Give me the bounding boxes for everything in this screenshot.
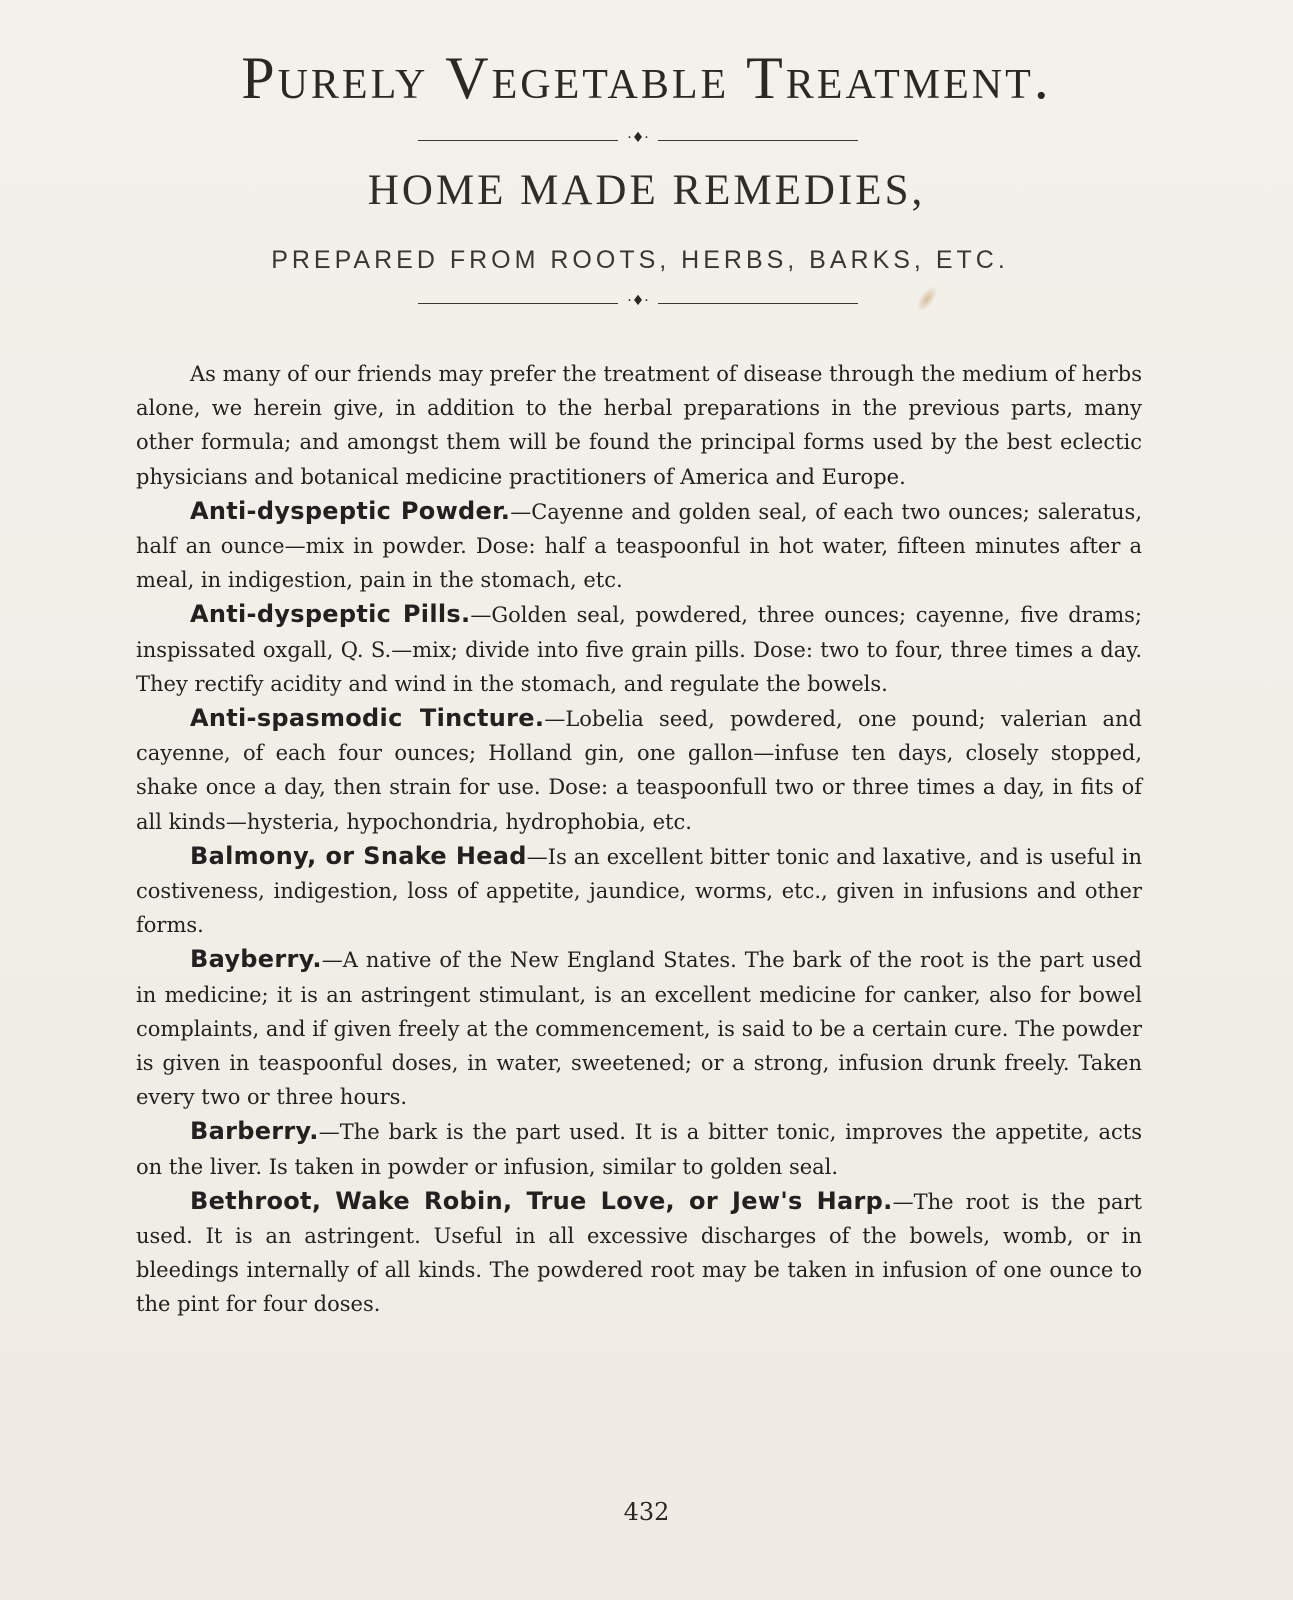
divider-line-left — [418, 303, 618, 304]
entry-text: —Golden seal, powdered, three ounces; cayenne, five drams; inspissated oxgall, Q. S.—mix; divide into five grain pills. Dose: two to four, three times a day. They rectify acidity and wind in the stomach, and regulate the bowels. — [136, 603, 1142, 696]
entry-heading: Bethroot, Wake Robin, True Love, or Jew's Harp. — [190, 1186, 893, 1215]
entry-heading: Anti-dyspeptic Powder. — [190, 496, 511, 525]
bottom-ornament-divider — [418, 293, 858, 311]
divider-line-right — [658, 303, 858, 304]
entry-text: —The bark is the part used. It is a bitter tonic, improves the appetite, acts on the liver. Is taken in powder or infusion, similar to golden seal. — [136, 1120, 1142, 1179]
entry-text: —The root is the part used. It is an astringent. Useful in all excessive discharges of the bowels, womb, or in bleedings internally of all kinds. The powdered root may be taken in infusion of one ounce to the pint for four doses. — [136, 1189, 1142, 1317]
entry-paragraph — [136, 701, 1142, 839]
entry-paragraph — [136, 494, 1142, 598]
divider-line-left — [418, 140, 618, 141]
top-ornament-divider — [418, 130, 858, 148]
entry-paragraph — [136, 1114, 1142, 1183]
entry-text: —Is an excellent bitter tonic and laxative, and is useful in costiveness, indigestion, loss of appetite, jaundice, worms, etc., given in infusions and other forms. — [136, 844, 1142, 938]
entry-heading: Barberry. — [190, 1117, 319, 1146]
entry-text: —Cayenne and golden seal, of each two ounces; saleratus, half an ounce—mix in powder. Dose: half a teaspoonful in hot water, fifteen minutes after a meal, in indigestion, pain in the stomach, etc. — [136, 499, 1142, 593]
ornament-icon: ·♦· — [627, 293, 649, 309]
section-subtitle: HOME MADE REMEDIES, — [367, 167, 926, 214]
ornament-icon: ·♦· — [627, 130, 649, 146]
divider-line-right — [658, 140, 858, 141]
intro-paragraph: As many of our friends may prefer the treatment of disease through the medium of herbs alone, we herein give, in addition to the herbal preparations in the previous parts, many other formula; and amongst them will be found the principal forms used by the best eclectic physicians and botanical medicine practitioners of America and Europe. — [136, 362, 1142, 489]
entry-heading: Bayberry. — [190, 945, 322, 974]
entry-paragraph — [136, 597, 1142, 701]
page-title: Purely Vegetable Treatment. — [241, 45, 1052, 111]
entry-text: —Lobelia seed, powdered, one pound; valerian and cayenne, of each four ounces; Holland gin, one gallon—infuse ten days, closely stopped, shake once a day, then strain for use. Dose: a teaspoonfull two or three times a day, in fits of all kinds—hysteria, hypochondria, hydrophobia, etc. — [136, 707, 1143, 834]
page-number: 432 — [623, 1498, 670, 1526]
entry-text: —A native of the New England States. The bark of the root is the part used in medicine; it is an astringent stimulant, is an excellent medicine for canker, also for bowel complaints, and if given freely at the commencement, is said to be a certain cure. The powder is given in teaspoonful doses, in water, sweetened; or a strong, infusion drunk freely. Taken every two or three hours. — [136, 948, 1142, 1110]
entry-heading: Anti-dyspeptic Pills. — [190, 600, 471, 629]
entry-heading: Anti-spasmodic Tincture. — [190, 704, 545, 733]
section-subsubtitle: PREPARED FROM ROOTS, HERBS, BARKS, ETC. — [271, 246, 1009, 274]
entry-paragraph — [136, 839, 1142, 943]
entry-paragraph — [136, 942, 1142, 1114]
body-text — [136, 357, 1142, 1322]
paper-stain — [913, 283, 942, 316]
entry-paragraph — [136, 1184, 1142, 1322]
entry-heading: Balmony, or Snake Head — [190, 841, 527, 870]
